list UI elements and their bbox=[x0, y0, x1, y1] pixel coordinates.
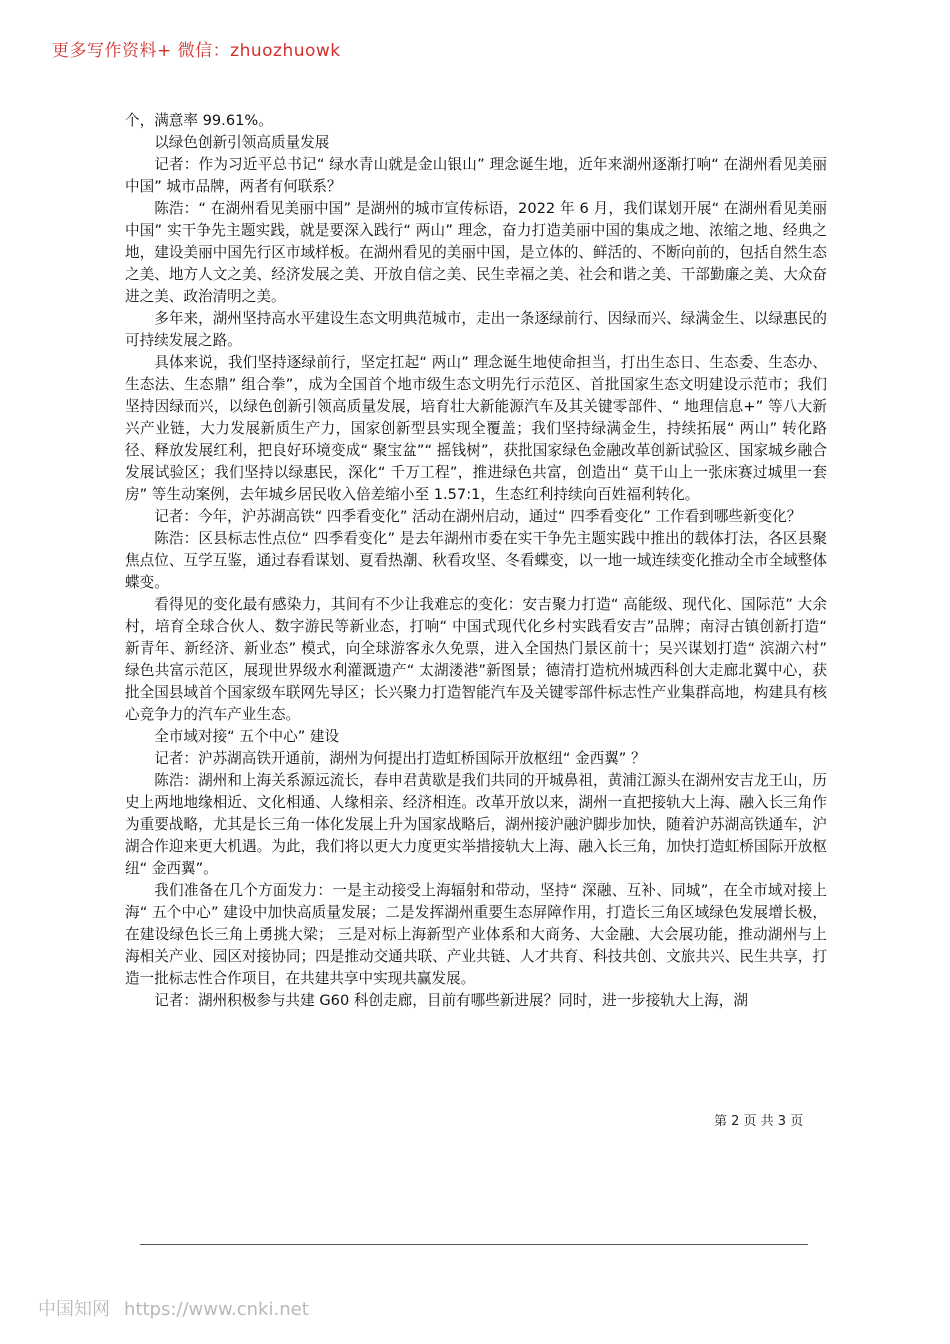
paragraph: 我们准备在几个方面发力：一是主动接受上海辐射和带动，坚持“ 深融、互补、同城”，在全市域对接上海“ 五个中心” 建设中加快高质量发展；二是发挥湖州重要生态屏障作用，打造长三角区域绿色发展增长极， 在建设绿色长三角上勇挑大梁； 三是对标上海新型产业体系和大商务、大金融、大会展功能，推动湖州与上海相关产业、园区对接协同；四是推动交通共联、产业共链、人才共育、科技共创、文旅共兴、民生共享，打造一批标志性合作项目，在共建共享中实现共赢发展。 bbox=[125, 882, 827, 987]
promo-header: 更多写作资料+ 微信：zhuozhuowk bbox=[52, 41, 341, 61]
article-body bbox=[125, 110, 827, 1012]
paragraph: 记者：沪苏湖高铁开通前，湖州为何提出打造虹桥国际开放枢纽“ 金西翼” ？ bbox=[154, 750, 646, 767]
paragraph: 陈浩：“ 在湖州看见美丽中国” 是湖州的城市宣传标语，2022 年 6 月，我们谋划开展“ 在湖州看见美丽中国” 实干争先主题实践，就是要深入践行“ 两山” 理念，奋力打造美丽中国的集成之地、浓缩之地、经典之地，建设美丽中国先行区市域样板。在湖州看见的美丽中国，是立体的、鲜活的、不断向前的，包括自然生态之美、地方人文之美、经济发展之美、开放自信之美、民生幸福之美、社会和谐之美、干部勤廉之美、大众奋进之美、政治清明之美。 bbox=[125, 200, 827, 305]
watermark-brand: 中国知网 bbox=[38, 1299, 110, 1320]
paragraph: 陈浩：区县标志性点位“ 四季看变化” 是去年湖州市委在实干争先主题实践中推出的载体打法，各区县聚焦点位、互学互鉴，通过春看谋划、夏看热潮、秋看攻坚、冬看蝶变，以一地一域连续变化推动全市全域整体蝶变。 bbox=[125, 530, 827, 591]
paragraph: 陈浩：湖州和上海关系源远流长，春申君黄歇是我们共同的开城鼻祖，黄浦江源头在湖州安吉龙王山，历史上两地地缘相近、文化相通、人缘相亲、经济相连。改革开放以来，湖州一直把接轨大上海、融入长三角作为重要战略，尤其是长三角一体化发展上升为国家战略后，湖州接沪融沪脚步加快，随着沪苏湖高铁通车，沪湖合作迎来更大机遇。为此，我们将以更大力度更实举措接轨大上海、融入长三角，加快打造虹桥国际开放枢纽“ 金西翼”。 bbox=[125, 772, 827, 877]
paragraph: 记者：湖州积极参与共建 G60 科创走廊，目前有哪些新进展？同时，进一步接轨大上海，湖 bbox=[154, 992, 748, 1009]
footer-divider bbox=[140, 1244, 808, 1245]
paragraph-continuation: 个，满意率 99.61%。 bbox=[125, 112, 273, 129]
section-heading: 以绿色创新引领高质量发展 bbox=[154, 134, 330, 151]
paragraph: 看得见的变化最有感染力，其间有不少让我难忘的变化：安吉聚力打造“ 高能级、现代化、国际范” 大余村，培育全球合伙人、数字游民等新业态，打响“ 中国式现代化乡村实践看安吉”品牌；南浔古镇创新打造“ 新青年、新经济、新业态” 模式，向全球游客永久免票，进入全国热门景区前十；吴兴谋划打造“ 滨湖六村” 绿色共富示范区，展现世界级水利灌溉遗产“ 太湖溇港”新图景；德清打造杭州城西科创大走廊北翼中心，获批全国县域首个国家级车联网先导区；长兴聚力打造智能汽车及关键零部件标志性产业集群高地，构建具有核心竞争力的汽车产业生态。 bbox=[125, 596, 827, 723]
page-number: 第 2 页 共 3 页 bbox=[714, 1114, 804, 1129]
section-heading: 全市域对接“ 五个中心” 建设 bbox=[154, 728, 340, 745]
cnki-watermark bbox=[38, 1295, 309, 1321]
paragraph: 记者：作为习近平总书记“ 绿水青山就是金山银山” 理念诞生地，近年来湖州逐渐打响“ 在湖州看见美丽中国” 城市品牌，两者有何联系？ bbox=[125, 156, 827, 195]
watermark-url: https://www.cnki.net bbox=[124, 1299, 309, 1320]
paragraph: 记者：今年，沪苏湖高铁“ 四季看变化” 活动在湖州启动，通过“ 四季看变化” 工作看到哪些新变化？ bbox=[154, 508, 802, 525]
paragraph: 具体来说，我们坚持逐绿前行，坚定扛起“ 两山” 理念诞生地使命担当，打出生态日、生态委、生态办、生态法、生态鼎” 组合拳”，成为全国首个地市级生态文明先行示范区、首批国家生态文明建设示范市；我们坚持因绿而兴，以绿色创新引领高质量发展，培育壮大新能源汽车及其关键零部件、“ 地理信息+” 等八大新兴产业链，大力发展新质生产力，国家创新型县实现全覆盖；我们坚持绿满金生，持续拓展“ 两山” 转化路径、释放发展红利，把良好环境变成“ 聚宝盆”“ 摇钱树”，获批国家绿色金融改革创新试验区、国家城乡融合发展试验区；我们坚持以绿惠民，深化“ 千万工程”，推进绿色共富，创造出“ 莫干山上一张床赛过城里一套房” 等生动案例，去年城乡居民收入倍差缩小至 1.57:1，生态红利持续向百姓福利转化。 bbox=[125, 354, 827, 503]
paragraph: 多年来，湖州坚持高水平建设生态文明典范城市，走出一条逐绿前行、因绿而兴、绿满金生、以绿惠民的可持续发展之路。 bbox=[125, 310, 827, 349]
